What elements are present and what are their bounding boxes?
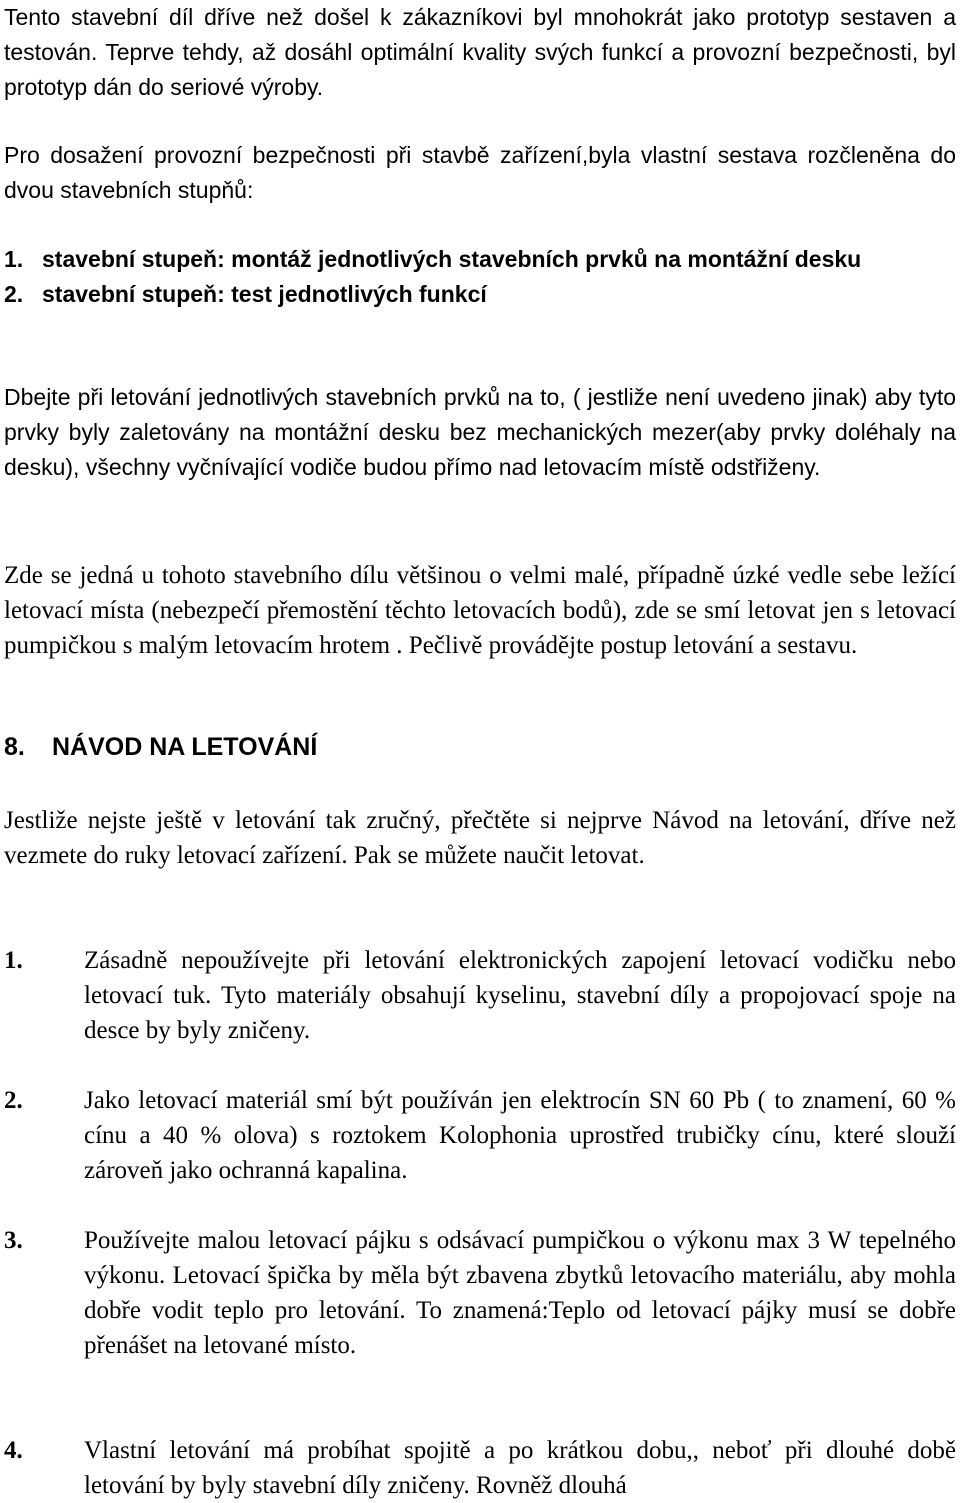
list-item-number: 2. <box>4 1087 23 1114</box>
list-item <box>4 1223 956 1363</box>
list-item <box>4 1083 956 1188</box>
section-number: 8. <box>4 733 25 761</box>
list-item-number: 2. <box>4 281 24 307</box>
list-item <box>4 242 956 277</box>
intro-paragraph: Tento stavební díl dříve než došel k zákazníkovi byl mnohokrát jako prototyp sestaven a testován. Teprve tehdy, až dosáhl optimální kvality svých funkcí a provozní bezpečnosti, byl prototyp dán do seriové výroby. <box>4 4 956 100</box>
solder-points-paragraph: Zde se jedná u tohoto stavebního dílu většinou o velmi malé, případně úzké vedle sebe ležící letovací místa (nebezpečí přemostění těchto letovacích bodů), zde se smí letovat jen s letovací pumpičkou s malým letovacím hrotem . Pečlivě provádějte postup letování a sestavu. <box>4 562 956 659</box>
list-item-text: Vlastní letování má probíhat spojitě a po krátkou dobu,, neboť při dlouhé době letování by byly stavební díly zničeny. Rovněž dlouhá <box>84 1437 956 1499</box>
list-item <box>4 1433 956 1503</box>
section-intro-paragraph: Jestliže nejste ještě v letování tak zručný, přečtěte si nejprve Návod na letování, dříve než vezmete do ruky letovací zařízení. Pak se můžete naučit letovat. <box>4 807 956 869</box>
intro-stages-paragraph: Pro dosažení provozní bezpečnosti při stavbě zařízení,byla vlastní sestava rozčleněna do dvou stavebních stupňů: <box>4 142 956 203</box>
list-item-text: stavební stupeň: test jednotlivých funkcí <box>42 281 487 307</box>
list-item-text: Jako letovací materiál smí být používán jen elektrocín SN 60 Pb ( to znamení, 60 % cínu a 40 % olova) s roztokem Kolophonia uprostřed trubičky cínu, které slouží zároveň jako ochranná kapalina. <box>84 1087 956 1184</box>
soldering-paragraph: Dbejte při letování jednotlivých stavebních prvků na to, ( jestliže není uvedeno jinak) aby tyto prvky byly zaletovány na montážní desku bez mechanických mezer(aby prvky doléhaly na desku), všechny vyčnívající vodiče budou přímo nad letovacím místě odstřiženy. <box>4 384 956 480</box>
list-item-number: 1. <box>4 947 23 974</box>
list-item-text: Používejte malou letovací pájku s odsávací pumpičkou o výkonu max 3 W tepelného výkonu. Letovací špička by měla být zbavena zbytků letovacího materiálu, aby mohla dobře vodit teplo pro letování. To znamená:Teplo od letovací pájky musí se dobře přenášet na letované místo. <box>84 1227 956 1359</box>
list-item-number: 4. <box>4 1437 23 1464</box>
list-item <box>4 943 956 1048</box>
list-item-text: Zásadně nepoužívejte při letování elektronických zapojení letovací vodičku nebo letovací tuk. Tyto materiály obsahují kyselinu, stavební díly a propojovací spoje na desce by byly zničeny. <box>84 947 956 1044</box>
stages-list <box>4 242 956 312</box>
list-item <box>4 277 956 312</box>
list-item-number: 3. <box>4 1227 23 1254</box>
section-title: NÁVOD NA LETOVÁNÍ <box>52 733 318 761</box>
section-heading <box>4 730 956 765</box>
list-item-text: stavební stupeň: montáž jednotlivých stavebních prvků na montážní desku <box>42 246 862 272</box>
list-item-number: 1. <box>4 246 24 272</box>
